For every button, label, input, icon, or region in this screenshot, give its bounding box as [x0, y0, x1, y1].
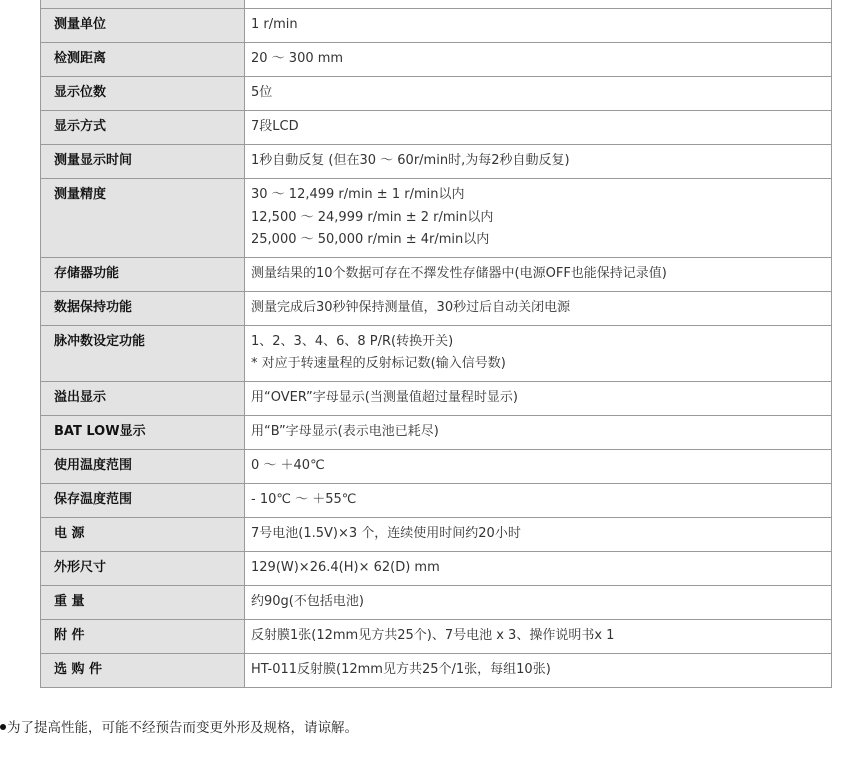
table-row	[41, 653, 832, 687]
spec-value	[245, 77, 832, 111]
spec-value-line: 0 ～ ＋40℃	[251, 457, 325, 473]
table-row	[41, 517, 832, 551]
table-row	[41, 619, 832, 653]
spec-value-line: 5位	[251, 85, 273, 100]
spec-value	[245, 585, 832, 619]
spec-label: 重 量	[41, 585, 245, 619]
table-row	[41, 291, 832, 325]
table-row	[41, 0, 832, 9]
spec-value-line: 用“OVER”字母显示(当测量值超过量程时显示)	[251, 389, 518, 405]
spec-value	[245, 449, 832, 483]
spec-value-line: * 对应于转速量程的反射标记数(输入信号数)	[251, 356, 506, 371]
spec-value	[245, 619, 832, 653]
table-row	[41, 9, 832, 43]
spec-value	[245, 483, 832, 517]
spec-value	[245, 43, 832, 77]
spec-value	[245, 179, 832, 258]
spec-value-line: 7段LCD	[251, 119, 299, 134]
spec-value-line: 测量结果的10个数据可存在不擇发性存储器中(电源OFF也能保持记录值)	[251, 265, 667, 281]
spec-table	[40, 0, 832, 688]
spec-value-line: 7号电池(1.5V)×3 个，连续使用时间约20小时	[251, 525, 521, 541]
spec-value-line: 测量完成后30秒钟保持测量值，30秒过后自动关闭电源	[251, 299, 571, 315]
spec-value-line	[251, 0, 825, 3]
spec-value	[245, 145, 832, 179]
spec-label: 附 件	[41, 619, 245, 653]
spec-label: 选 购 件	[41, 653, 245, 687]
spec-value-line: 1秒自動反复 (但在30 ～ 60r/min时,为每2秒自動反复)	[251, 153, 570, 168]
spec-value-line: - 10℃ ～ ＋55℃	[251, 491, 357, 507]
bullet-icon	[0, 724, 6, 730]
footnote	[0, 716, 358, 736]
spec-label: 溢出显示	[41, 381, 245, 415]
table-row	[41, 179, 832, 258]
spec-label: 测量显示时间	[41, 145, 245, 179]
spec-value	[245, 291, 832, 325]
table-row	[41, 325, 832, 381]
spec-value	[245, 111, 832, 145]
table-row	[41, 483, 832, 517]
spec-label: 数据保持功能	[41, 291, 245, 325]
spec-label	[41, 0, 245, 9]
spec-label: BAT LOW显示	[41, 415, 245, 449]
spec-label: 检测距离	[41, 43, 245, 77]
spec-label: 保存温度范围	[41, 483, 245, 517]
spec-table-body	[41, 0, 832, 687]
spec-value	[245, 551, 832, 585]
spec-value	[245, 517, 832, 551]
table-row	[41, 381, 832, 415]
table-row	[41, 257, 832, 291]
spec-label: 显示方式	[41, 111, 245, 145]
spec-value-line: 12,500 ～ 24,999 r/min ± 2 r/min以内	[251, 209, 494, 225]
spec-value	[245, 9, 832, 43]
spec-label: 外形尺寸	[41, 551, 245, 585]
spec-value-line: 20 ～ 300 mm	[251, 51, 344, 66]
spec-label: 测量单位	[41, 9, 245, 43]
spec-value-line: HT-011反射膜(12mm见方共25个/1张，每组10张)	[251, 661, 551, 677]
spec-value-line: 1、2、3、4、6、8 P/R(转换开关)	[251, 333, 454, 349]
spec-value	[245, 415, 832, 449]
spec-value	[245, 653, 832, 687]
table-row	[41, 449, 832, 483]
footnote-text: 为了提高性能，可能不经预告而变更外形及规格，请谅解。	[7, 720, 358, 736]
spec-value	[245, 257, 832, 291]
spec-value	[245, 325, 832, 381]
spec-value-line: 用“B”字母显示(表示电池已耗尽)	[251, 423, 439, 439]
spec-label: 使用温度范围	[41, 449, 245, 483]
table-row	[41, 43, 832, 77]
spec-value-line: 反射膜1张(12mm见方共25个)、7号电池 x 3、操作说明书x 1	[251, 627, 615, 643]
spec-value	[245, 381, 832, 415]
spec-label: 显示位数	[41, 77, 245, 111]
spec-label: 脉冲数设定功能	[41, 325, 245, 381]
spec-value-line: 30 ～ 12,499 r/min ± 1 r/min以内	[251, 187, 465, 202]
spec-value	[245, 0, 832, 9]
table-row	[41, 77, 832, 111]
spec-value-line: 25,000 ～ 50,000 r/min ± 4r/min以内	[251, 232, 490, 247]
table-row	[41, 551, 832, 585]
table-row	[41, 415, 832, 449]
spec-label: 存储器功能	[41, 257, 245, 291]
spec-label: 测量精度	[41, 179, 245, 258]
spec-value-line: 约90g(不包括电池)	[251, 593, 364, 609]
table-row	[41, 585, 832, 619]
table-row	[41, 145, 832, 179]
spec-value-line: 1 r/min	[251, 17, 298, 32]
spec-value-line: 129(W)×26.4(H)× 62(D) mm	[251, 559, 440, 575]
table-row	[41, 111, 832, 145]
spec-label: 电 源	[41, 517, 245, 551]
